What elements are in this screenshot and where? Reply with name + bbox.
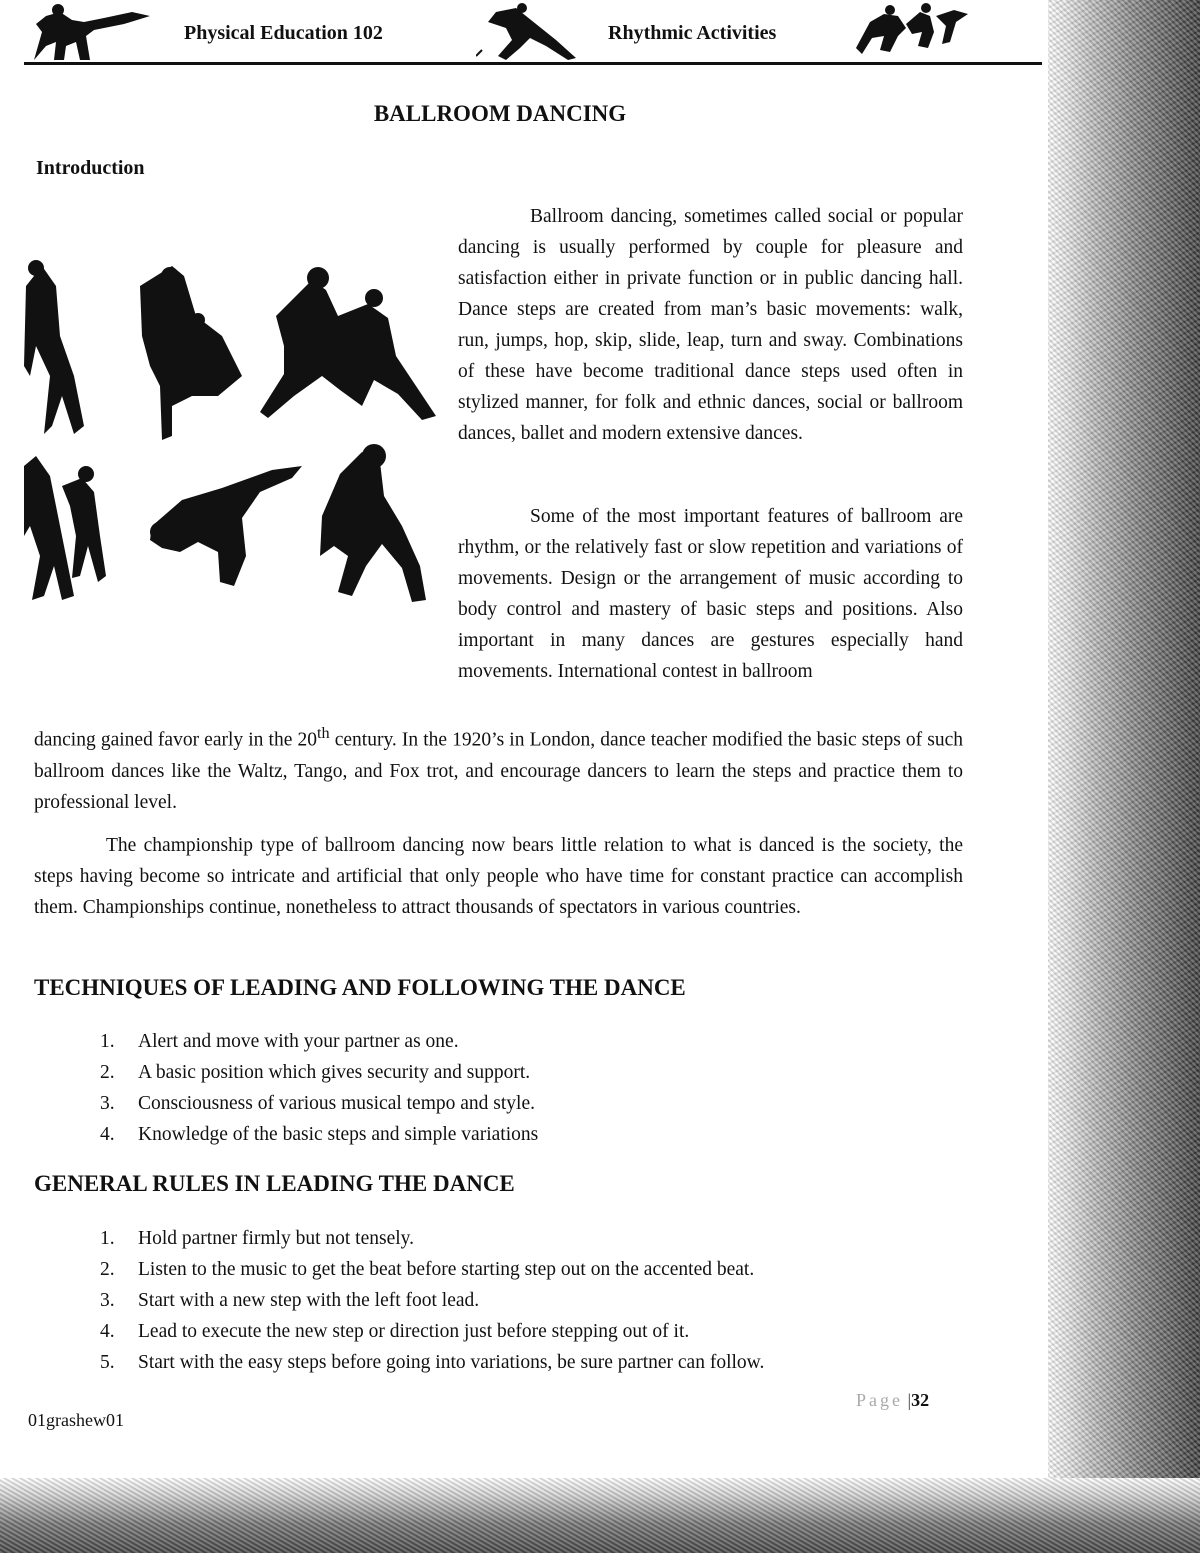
page-label: Page: [856, 1390, 903, 1410]
list-item: [100, 1057, 538, 1088]
intro-paragraph-2: Some of the most important features of ballroom are rhythm, or the relatively fast or slow repetition and variations of movements. Design or the arrangement of music according to body control and mastery of basic steps and positions. Also important in many dances are gestures especially hand movements. International contest in ballroom: [458, 506, 963, 682]
dancer-silhouette-icon: [24, 2, 154, 64]
intro-paragraph-1: Ballroom dancing, sometimes called social or popular dancing is usually performed by couple for pleasure and satisfaction either in private function or in public dancing hall. Dance steps are created from man’s basic movements: walk, run, jumps, hop, skip, slide, leap, turn and sway. Combinations of these have become traditional dance steps used often in stylized manner, for folk and ethnic dances, social or ballroom dances, ballet and modern extensive dances.: [458, 206, 963, 444]
list-item: [100, 1119, 538, 1150]
header-course-title: Physical Education 102: [184, 22, 383, 44]
footer-username: 01grashew01: [28, 1410, 124, 1430]
list-item: [100, 1254, 764, 1285]
page-number-value: 32: [911, 1390, 930, 1410]
dancers-silhouette-icon: [850, 2, 970, 64]
list-text: Knowledge of the basic steps and simple variations: [138, 1124, 539, 1145]
list-number: 4.: [100, 1124, 115, 1145]
header-rule: [24, 62, 1042, 65]
paragraph-3-start: dancing gained favor early in the 20: [34, 729, 317, 751]
list-text: Hold partner firmly but not tensely.: [138, 1228, 415, 1249]
list-item: [100, 1316, 764, 1347]
list-text: Consciousness of various musical tempo and style.: [138, 1093, 535, 1114]
list-number: 2.: [100, 1259, 115, 1280]
intro-paragraph-3: [34, 718, 963, 818]
list-text: A basic position which gives security and support.: [138, 1062, 531, 1083]
scan-shadow-bottom: [0, 1478, 1200, 1553]
general-rules-heading: GENERAL RULES IN LEADING THE DANCE: [34, 1171, 515, 1196]
list-text: Start with the easy steps before going into variations, be sure partner can follow.: [138, 1352, 765, 1373]
ordinal-suffix: th: [316, 724, 330, 742]
paragraph-3-end: century. In the 1920’s in London, dance teacher modified the basic steps of such ballroom dances like the Waltz, Tango, and Fox trot, and encourage dancers to learn the steps and practice them to professional level.: [34, 729, 964, 813]
list-text: Lead to execute the new step or direction just before stepping out of it.: [138, 1321, 690, 1342]
list-number: 5.: [100, 1352, 115, 1373]
header-unit-title: Rhythmic Activities: [608, 22, 777, 44]
techniques-heading: TECHNIQUES OF LEADING AND FOLLOWING THE DANCE: [34, 975, 686, 1000]
list-item: [100, 1347, 764, 1378]
page-title: BALLROOM DANCING: [373, 101, 627, 126]
page-number: [856, 1390, 929, 1411]
page-header: [24, 0, 1042, 66]
list-item: [100, 1088, 538, 1119]
list-number: 4.: [100, 1321, 115, 1342]
list-number: 1.: [100, 1228, 115, 1249]
list-number: 2.: [100, 1062, 115, 1083]
general-rules-list: [100, 1223, 764, 1378]
list-number: 3.: [100, 1093, 115, 1114]
intro-heading: Introduction: [36, 157, 145, 179]
list-text: Listen to the music to get the beat before starting step out on the accented beat.: [138, 1259, 755, 1280]
ballroom-dancers-illustration: [22, 256, 442, 628]
techniques-list: [100, 1026, 538, 1150]
list-item: [100, 1285, 764, 1316]
list-text: Alert and move with your partner as one.: [138, 1031, 459, 1052]
scan-shadow-right: [1048, 0, 1200, 1553]
list-text: Start with a new step with the left foot lead.: [138, 1290, 480, 1311]
list-number: 1.: [100, 1031, 115, 1052]
list-item: [100, 1026, 538, 1057]
list-item: [100, 1223, 764, 1254]
page-separator: |: [907, 1390, 912, 1410]
list-number: 3.: [100, 1290, 115, 1311]
championship-paragraph: The championship type of ballroom dancing now bears little relation to what is danced is the society, the steps having become so intricate and artificial that only people who have time for constant practice can accomplish them. Championships continue, nonetheless to attract thousands of spectators in various countries.: [34, 835, 963, 918]
dancer-silhouette-icon: [476, 2, 586, 64]
